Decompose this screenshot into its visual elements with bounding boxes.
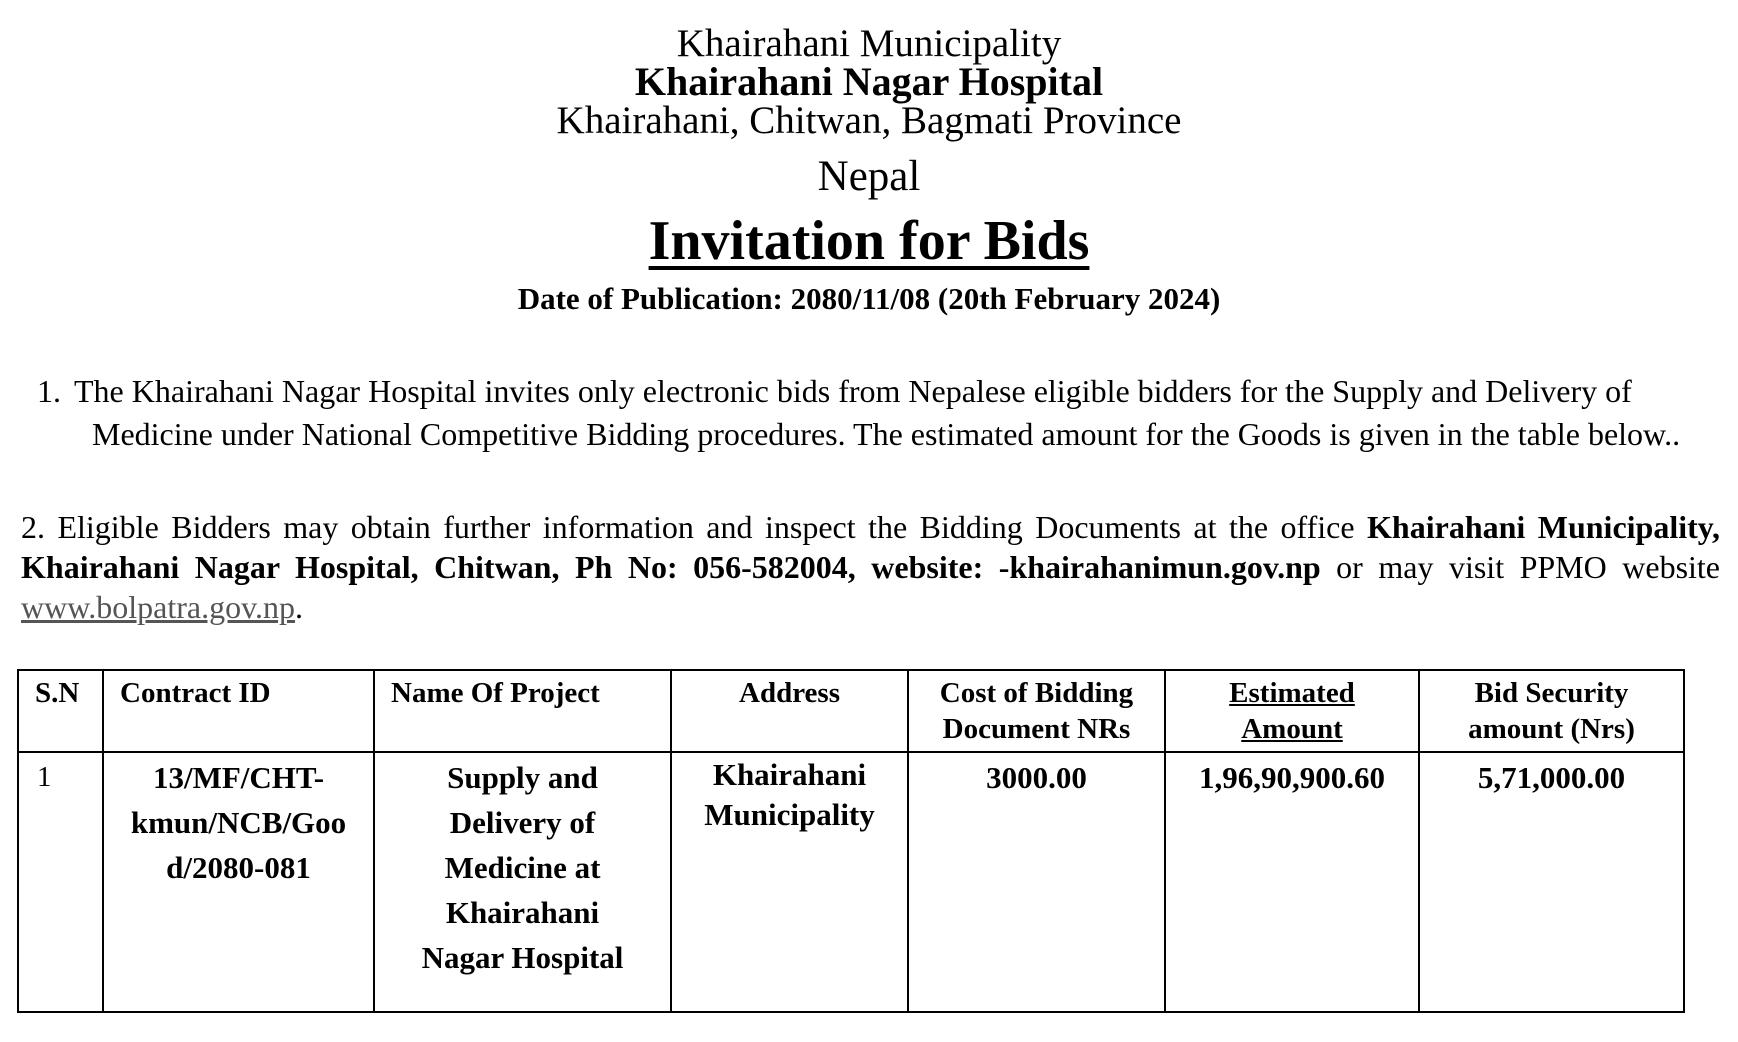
hospital-address: Khairahani, Chitwan, Bagmati Province xyxy=(556,99,1182,142)
paragraph-2 xyxy=(21,507,1720,627)
table-row xyxy=(18,752,1684,1012)
header-sn: S.N xyxy=(18,670,103,752)
cell-address-line: Khairahani xyxy=(712,757,867,792)
country-name: Nepal xyxy=(817,153,921,200)
municipality-name: Khairahani Municipality xyxy=(676,22,1062,65)
cell-contract-id-line: kmun/NCB/Goo xyxy=(130,805,347,840)
header-estimated xyxy=(1165,670,1419,752)
office-contact: Khairahani Municipality, Khairahani Nagar Hospital, Chitwan, Ph No: 056-582004, website: -khairahanimun.gov.np xyxy=(21,509,1721,585)
header-security xyxy=(1419,670,1684,752)
cell-estimated: 1,96,90,900.60 xyxy=(1165,752,1419,1012)
document-title xyxy=(0,210,1738,272)
cell-contract-id xyxy=(103,752,374,1012)
paragraph-2-end: . xyxy=(295,589,304,625)
cell-sn: 1 xyxy=(18,752,103,1012)
cell-address xyxy=(671,752,908,1012)
table-header-row xyxy=(18,670,1684,752)
bids-table xyxy=(17,669,1685,1013)
paragraph-2-lead: 2. Eligible Bidders may obtain further information and inspect the Bidding Documents at the office xyxy=(21,509,1368,545)
header-estimated-line1: Estimated xyxy=(1229,677,1355,709)
paragraph-1-number: 1. xyxy=(37,373,61,409)
cell-security: 5,71,000.00 xyxy=(1419,752,1684,1012)
cell-project-line: Nagar Hospital xyxy=(421,940,624,975)
cell-project-line: Khairahani xyxy=(445,895,600,930)
header-contract-id: Contract ID xyxy=(103,670,374,752)
header-cost xyxy=(908,670,1165,752)
hospital-name: Khairahani Nagar Hospital xyxy=(634,59,1104,104)
ppmo-website-link[interactable]: www.bolpatra.gov.np xyxy=(21,589,296,625)
paragraph-1-text: The Khairahani Nagar Hospital invites only electronic bids from Nepalese eligible bidders for the Supply and Delivery of Medicine under National Competitive Bidding procedures. The estimated amount for the Goods is given in the table below.. xyxy=(74,373,1681,452)
cell-contract-id-line: d/2080-081 xyxy=(166,850,311,885)
header-security-line2: amount (Nrs) xyxy=(1468,713,1635,745)
paragraph-2-mid: or may visit PPMO website xyxy=(1320,549,1721,585)
cell-address-line: Municipality xyxy=(704,797,875,832)
cell-project-line: Medicine at xyxy=(444,850,601,885)
cell-project-line: Delivery of xyxy=(449,805,596,840)
header-estimated-line2: Amount xyxy=(1241,713,1343,745)
header-address: Address xyxy=(671,670,908,752)
cell-project xyxy=(374,752,671,1012)
publication-date: Date of Publication: 2080/11/08 (20th February 2024) xyxy=(517,281,1221,316)
header-cost-line1: Cost of Bidding xyxy=(939,677,1134,709)
document-title-text: Invitation for Bids xyxy=(648,210,1090,272)
paragraph-1 xyxy=(37,370,1712,456)
header-project: Name Of Project xyxy=(374,670,671,752)
cell-contract-id-line: 13/MF/CHT- xyxy=(152,760,325,795)
header-security-line1: Bid Security xyxy=(1474,677,1629,709)
cell-project-line: Supply and xyxy=(447,760,598,795)
cell-cost: 3000.00 xyxy=(908,752,1165,1012)
header-cost-line2: Document NRs xyxy=(942,713,1131,745)
